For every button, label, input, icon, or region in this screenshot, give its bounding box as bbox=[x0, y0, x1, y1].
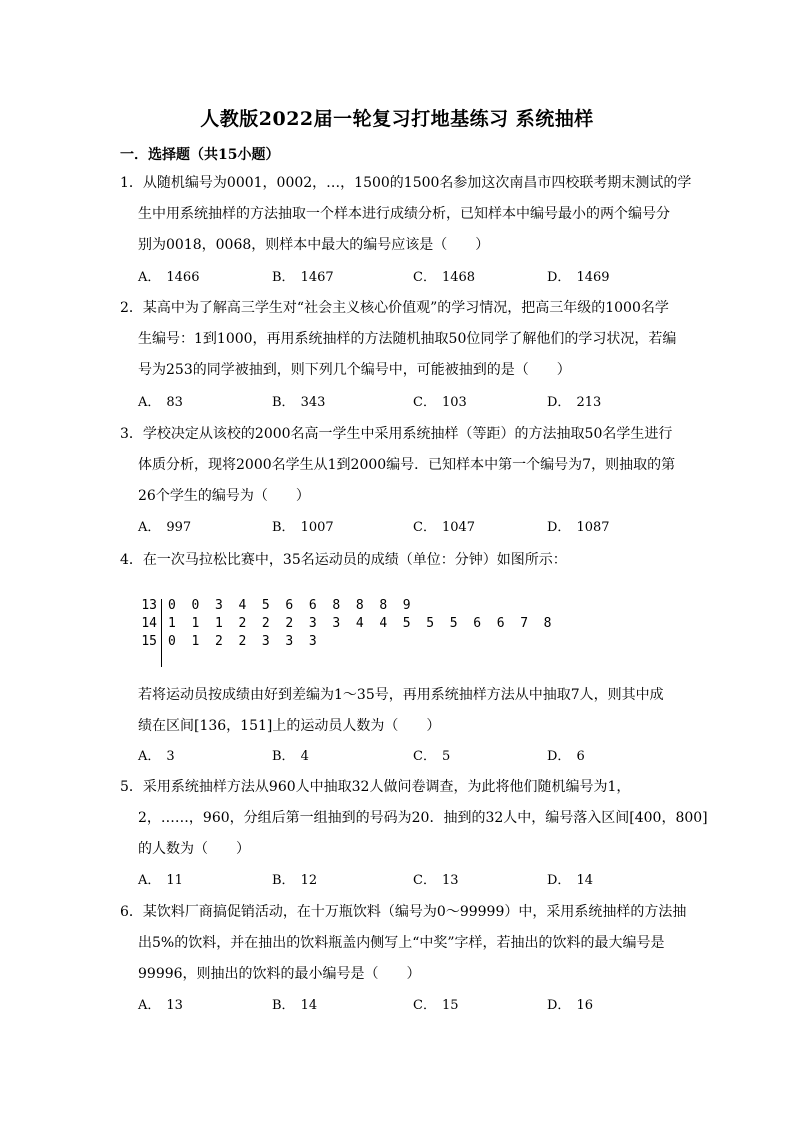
question-5 bbox=[120, 772, 708, 865]
option-c[interactable]: C． 5 bbox=[413, 749, 451, 764]
option-a[interactable]: A． 11 bbox=[138, 873, 183, 888]
question-text: 4．在一次马拉松比赛中，35名运动员的成绩（单位：分钟）如图所示： bbox=[120, 552, 567, 568]
options-1 bbox=[138, 268, 698, 288]
option-d[interactable]: D． 6 bbox=[547, 749, 585, 764]
question-text: 5．采用系统抽样方法从960人中抽取32人做问卷调查，为此将他们随机编号为1， bbox=[120, 779, 631, 795]
option-b[interactable]: B． 12 bbox=[272, 873, 318, 888]
option-c[interactable]: C． 15 bbox=[413, 998, 459, 1013]
question-1 bbox=[120, 168, 692, 261]
leaf-values: 0 1 2 2 3 3 3 bbox=[168, 634, 317, 649]
leaf-values: 1 1 1 2 2 2 3 3 4 4 5 5 5 6 6 7 8 bbox=[168, 616, 552, 631]
question-2 bbox=[120, 293, 680, 386]
question-text: 26个学生的编号为（ ） bbox=[138, 488, 310, 504]
option-c[interactable]: C． 13 bbox=[413, 873, 459, 888]
question-text: 1．从随机编号为0001，0002，…，1500的1500名参加这次南昌市四校联考期末测试的学 bbox=[120, 175, 692, 191]
options-6 bbox=[138, 996, 698, 1016]
question-4-continued bbox=[138, 680, 698, 742]
question-text: 号为253的同学被抽到，则下列几个编号中，可能被抽到的是（ ） bbox=[138, 362, 571, 378]
question-text: 99996，则抽出的饮料的最小编号是（ ） bbox=[138, 966, 421, 982]
stem-row bbox=[140, 633, 500, 651]
option-b[interactable]: B． 1467 bbox=[272, 270, 334, 285]
stem-row bbox=[140, 615, 552, 633]
leaf-values: 0 0 3 4 5 6 6 8 8 8 9 bbox=[168, 598, 411, 613]
question-text: 体质分析，现将2000名学生从1到2000编号．已知样本中第一个编号为7，则抽取的第 bbox=[138, 457, 676, 473]
options-2 bbox=[138, 393, 698, 413]
option-b[interactable]: B． 343 bbox=[272, 395, 326, 410]
option-a[interactable]: A． 3 bbox=[138, 749, 175, 764]
option-b[interactable]: B． 4 bbox=[272, 749, 309, 764]
option-d[interactable]: D． 16 bbox=[547, 998, 593, 1013]
question-text: 绩在区间[136，151]上的运动员人数为（ ） bbox=[138, 718, 441, 734]
question-text: 别为0018，0068，则样本中最大的编号应该是（ ） bbox=[138, 237, 490, 253]
option-d[interactable]: D． 14 bbox=[547, 873, 593, 888]
option-a[interactable]: A． 1466 bbox=[138, 270, 200, 285]
stem-value: 15 bbox=[141, 634, 157, 649]
question-text: 2，……，960，分组后第一组抽到的号码为20．抽到的32人中，编号落入区间[400，800] bbox=[138, 810, 708, 826]
question-text: 生中用系统抽样的方法抽取一个样本进行成绩分析，已知样本中编号最小的两个编号分 bbox=[138, 206, 670, 222]
options-3 bbox=[138, 518, 698, 538]
option-a[interactable]: A． 13 bbox=[138, 998, 183, 1013]
question-4 bbox=[120, 545, 680, 576]
section-heading: 一．选择题（共15小题） bbox=[120, 147, 280, 163]
question-text: 若将运动员按成绩由好到差编为1～35号，再用系统抽样方法从中抽取7人，则其中成 bbox=[138, 687, 664, 703]
option-c[interactable]: C． 1047 bbox=[413, 520, 476, 535]
option-b[interactable]: B． 14 bbox=[272, 998, 318, 1013]
question-text: 的人数为（ ） bbox=[138, 841, 250, 857]
stem-row bbox=[140, 597, 500, 615]
option-c[interactable]: C． 103 bbox=[413, 395, 467, 410]
option-a[interactable]: A． 997 bbox=[138, 520, 192, 535]
question-text: 生编号：1到1000，再用系统抽样的方法随机抽取50位同学了解他们的学习状况，若编 bbox=[138, 331, 677, 347]
stem-and-leaf-plot bbox=[140, 597, 552, 667]
stem-value: 14 bbox=[141, 616, 157, 631]
question-text: 2．某高中为了解高三学生对“社会主义核心价值观”的学习情况，把高三年级的1000名学 bbox=[120, 300, 669, 316]
option-b[interactable]: B． 1007 bbox=[272, 520, 334, 535]
question-6 bbox=[120, 897, 687, 990]
question-text: 3．学校决定从该校的2000名高一学生中采用系统抽样（等距）的方法抽取50名学生进行 bbox=[120, 426, 673, 442]
question-text: 6．某饮料厂商搞促销活动，在十万瓶饮料（编号为0～99999）中，采用系统抽样的方法抽 bbox=[120, 904, 687, 920]
stem-value: 13 bbox=[141, 598, 157, 613]
option-d[interactable]: D． 1087 bbox=[547, 520, 610, 535]
question-3 bbox=[120, 419, 680, 512]
question-text: 出5%的饮料，并在抽出的饮料瓶盖内侧写上“中奖”字样，若抽出的饮料的最大编号是 bbox=[138, 935, 665, 951]
options-4 bbox=[138, 747, 698, 767]
page-title: 人教版2022届一轮复习打地基练习 系统抽样 bbox=[200, 108, 594, 130]
option-d[interactable]: D． 213 bbox=[547, 395, 602, 410]
option-d[interactable]: D． 1469 bbox=[547, 270, 610, 285]
option-c[interactable]: C． 1468 bbox=[413, 270, 476, 285]
option-a[interactable]: A． 83 bbox=[138, 395, 183, 410]
options-5 bbox=[138, 871, 698, 891]
